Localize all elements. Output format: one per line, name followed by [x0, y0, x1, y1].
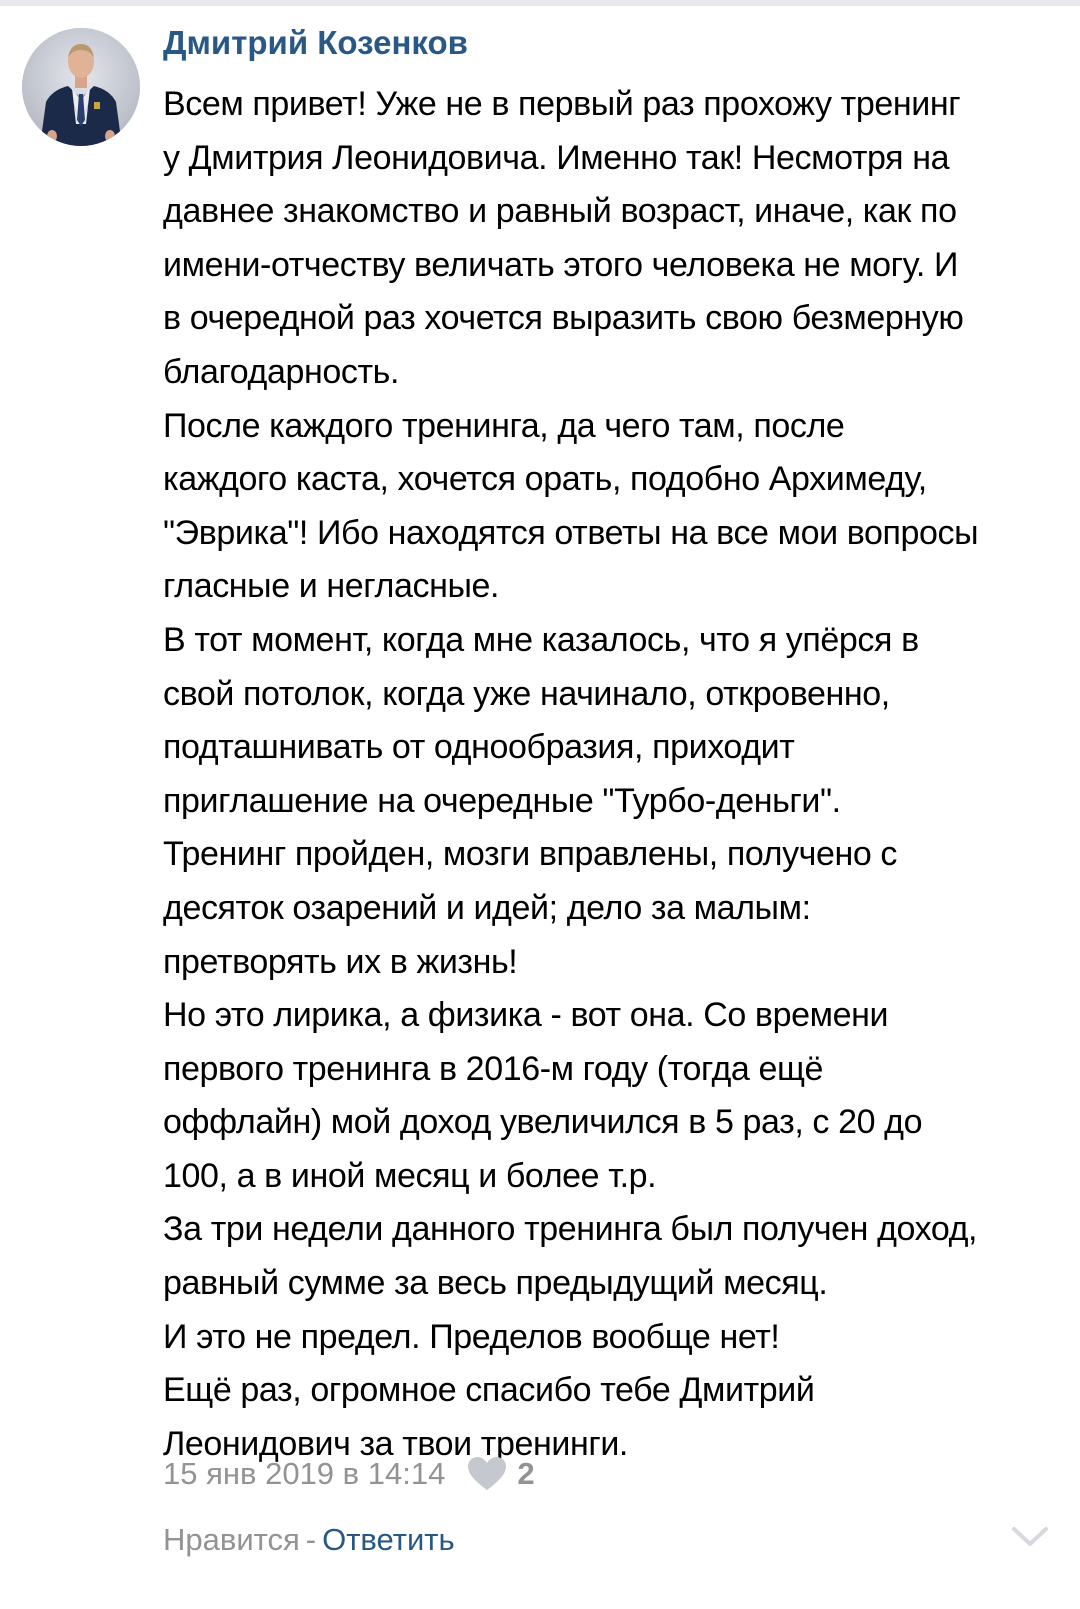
comment-text-line: благодарность.: [163, 352, 399, 391]
comment-text-line: "Эврика"! Ибо находятся ответы на все мои вопросы: [163, 513, 979, 552]
comment-text-line: Ещё раз, огромное спасибо тебе Дмитрий: [163, 1371, 815, 1410]
comment-text-line: И это не предел. Пределов вообще нет!: [163, 1317, 780, 1356]
comment-text-line: Леонидович за твои тренинги.: [163, 1424, 628, 1463]
avatar-photo-icon: [22, 28, 140, 146]
chevron-down-icon[interactable]: [1010, 1524, 1050, 1550]
comment-item: [0, 6, 1080, 1609]
author-avatar[interactable]: [22, 28, 140, 146]
comment-meta: [163, 1452, 535, 1496]
comment-text-line: первого тренинга в 2016-м году (тогда ещё: [163, 1049, 824, 1088]
comment-text-line: свой потолок, когда уже начинало, откровенно,: [163, 674, 890, 713]
comment-text-line: давнее знакомство и равный возраст, иначе, как по: [163, 192, 957, 231]
comment-text-line: равный сумме за весь предыдущий месяц.: [163, 1264, 828, 1303]
comment-text-line: гласные и негласные.: [163, 567, 500, 606]
comment-text-line: в очередной раз хочется выразить свою безмерную: [163, 299, 964, 338]
comment-text-line: каждого каста, хочется орать, подобно Архимеду,: [163, 460, 927, 499]
comment-text: [163, 78, 1058, 1471]
comment-text-line: приглашение на очередные "Турбо-деньги".: [163, 781, 841, 820]
comment-text-line: 100, а в иной месяц и более т.р.: [163, 1156, 657, 1195]
heart-icon[interactable]: [467, 1456, 507, 1492]
comment-text-line: десяток озарений и идей; дело за малым:: [163, 888, 811, 927]
comment-timestamp[interactable]: 15 янв 2019 в 14:14: [163, 1456, 446, 1491]
comment-text-line: За три недели данного тренинга был получен доход,: [163, 1210, 978, 1249]
comment-actions: [163, 1518, 455, 1562]
reply-button[interactable]: Ответить: [322, 1522, 455, 1557]
comment-text-line: у Дмитрия Леонидовича. Именно так! Несмотря на: [163, 138, 950, 177]
actions-separator: -: [305, 1522, 317, 1557]
comment-text-line: подташнивать от однообразия, приходит: [163, 728, 795, 767]
comment-text-line: После каждого тренинга, да чего там, после: [163, 406, 845, 445]
comment-text-line: оффлайн) мой доход увеличился в 5 раз, с 20 до: [163, 1103, 923, 1142]
comment-text-line: В тот момент, когда мне казалось, что я упёрся в: [163, 620, 919, 659]
comment-text-line: Всем привет! Уже не в первый раз прохожу тренинг: [163, 85, 961, 123]
comment-text-line: Но это лирика, а физика - вот она. Со времени: [163, 996, 889, 1035]
comment-text-line: имени-отчеству величать этого человека не могу. И: [163, 245, 959, 284]
like-count: 2: [517, 1456, 535, 1491]
like-button[interactable]: Нравится: [163, 1522, 300, 1557]
comment-text-line: претворять их в жизнь!: [163, 942, 518, 981]
author-name-link[interactable]: Дмитрий Козенков: [163, 24, 468, 61]
comment-text-line: Тренинг пройден, мозги вправлены, получено с: [163, 835, 898, 874]
